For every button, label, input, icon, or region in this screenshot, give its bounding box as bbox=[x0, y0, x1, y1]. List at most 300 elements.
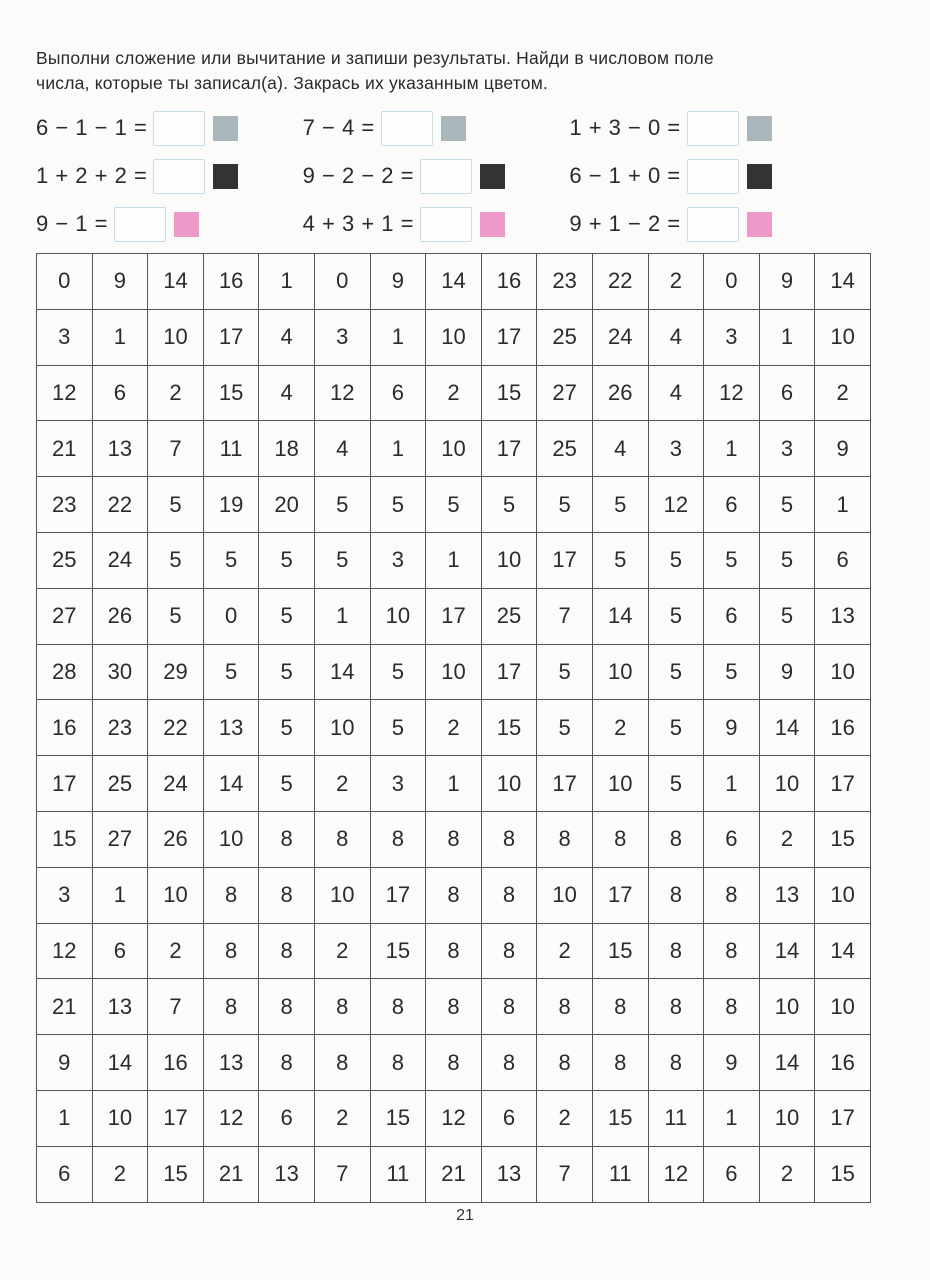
grid-cell[interactable]: 5 bbox=[704, 644, 760, 700]
grid-cell[interactable]: 18 bbox=[259, 421, 315, 477]
answer-box[interactable] bbox=[114, 207, 166, 242]
expression-text: 1 + 3 − 0 = bbox=[569, 115, 681, 140]
grid-cell[interactable]: 21 bbox=[426, 1146, 482, 1202]
grid-cell[interactable]: 17 bbox=[203, 309, 259, 365]
expression-text: 7 − 4 = bbox=[302, 115, 375, 140]
grid-cell[interactable]: 1 bbox=[704, 756, 760, 812]
color-swatch-black bbox=[480, 164, 505, 189]
grid-cell[interactable]: 3 bbox=[759, 421, 815, 477]
grid-cell[interactable]: 5 bbox=[259, 756, 315, 812]
grid-cell[interactable]: 21 bbox=[37, 979, 93, 1035]
grid-cell[interactable]: 20 bbox=[259, 477, 315, 533]
grid-cell[interactable]: 6 bbox=[759, 365, 815, 421]
grid-cell[interactable]: 27 bbox=[537, 365, 593, 421]
grid-cell[interactable]: 2 bbox=[426, 365, 482, 421]
grid-cell[interactable]: 10 bbox=[815, 979, 871, 1035]
grid-cell[interactable]: 5 bbox=[370, 700, 426, 756]
grid-cell[interactable]: 25 bbox=[537, 309, 593, 365]
grid-row bbox=[37, 979, 871, 1035]
grid-cell[interactable]: 27 bbox=[37, 588, 93, 644]
grid-row bbox=[37, 309, 871, 365]
grid-cell[interactable]: 5 bbox=[759, 532, 815, 588]
grid-cell[interactable]: 23 bbox=[37, 477, 93, 533]
grid-cell[interactable]: 9 bbox=[704, 1035, 760, 1091]
grid-cell[interactable]: 5 bbox=[203, 644, 259, 700]
grid-cell[interactable]: 5 bbox=[203, 532, 259, 588]
grid-cell[interactable]: 8 bbox=[648, 1035, 704, 1091]
grid-cell[interactable]: 10 bbox=[314, 700, 370, 756]
grid-cell[interactable]: 5 bbox=[648, 700, 704, 756]
grid-cell[interactable]: 8 bbox=[370, 979, 426, 1035]
grid-cell[interactable]: 15 bbox=[592, 923, 648, 979]
grid-cell[interactable]: 1 bbox=[704, 421, 760, 477]
grid-cell[interactable]: 24 bbox=[592, 309, 648, 365]
grid-cell[interactable]: 8 bbox=[203, 867, 259, 923]
grid-cell[interactable]: 23 bbox=[92, 700, 148, 756]
color-swatch-gray bbox=[213, 116, 238, 141]
grid-cell[interactable]: 10 bbox=[592, 644, 648, 700]
grid-cell[interactable]: 6 bbox=[370, 365, 426, 421]
grid-cell[interactable]: 10 bbox=[815, 309, 871, 365]
grid-cell[interactable]: 17 bbox=[815, 1090, 871, 1146]
expression-item bbox=[36, 207, 303, 242]
grid-cell[interactable]: 19 bbox=[203, 477, 259, 533]
grid-cell[interactable]: 1 bbox=[704, 1090, 760, 1146]
grid-cell[interactable]: 5 bbox=[259, 588, 315, 644]
grid-cell[interactable]: 5 bbox=[148, 588, 204, 644]
grid-cell[interactable]: 10 bbox=[92, 1090, 148, 1146]
answer-box[interactable] bbox=[687, 111, 739, 146]
grid-cell[interactable]: 8 bbox=[259, 811, 315, 867]
grid-cell[interactable]: 13 bbox=[259, 1146, 315, 1202]
grid-cell[interactable]: 5 bbox=[370, 644, 426, 700]
grid-cell[interactable]: 6 bbox=[37, 1146, 93, 1202]
page-number: 21 bbox=[456, 1207, 474, 1224]
grid-row bbox=[37, 532, 871, 588]
grid-cell[interactable]: 5 bbox=[537, 477, 593, 533]
grid-cell[interactable]: 5 bbox=[259, 532, 315, 588]
grid-cell[interactable]: 17 bbox=[426, 588, 482, 644]
grid-cell[interactable]: 5 bbox=[314, 477, 370, 533]
grid-cell[interactable]: 3 bbox=[704, 309, 760, 365]
grid-cell[interactable]: 10 bbox=[481, 532, 537, 588]
grid-cell[interactable]: 6 bbox=[92, 923, 148, 979]
grid-cell[interactable]: 4 bbox=[648, 365, 704, 421]
grid-cell[interactable]: 5 bbox=[648, 756, 704, 812]
grid-cell[interactable]: 6 bbox=[704, 477, 760, 533]
grid-cell[interactable]: 12 bbox=[426, 1090, 482, 1146]
answer-box[interactable] bbox=[153, 111, 205, 146]
grid-cell[interactable]: 14 bbox=[148, 254, 204, 310]
grid-cell[interactable]: 7 bbox=[537, 1146, 593, 1202]
grid-cell[interactable]: 11 bbox=[648, 1090, 704, 1146]
grid-cell[interactable]: 1 bbox=[92, 309, 148, 365]
grid-row bbox=[37, 756, 871, 812]
grid-cell[interactable]: 6 bbox=[704, 811, 760, 867]
grid-cell[interactable]: 10 bbox=[426, 644, 482, 700]
grid-cell[interactable]: 2 bbox=[592, 700, 648, 756]
grid-cell[interactable]: 13 bbox=[92, 979, 148, 1035]
grid-cell[interactable]: 21 bbox=[37, 421, 93, 477]
grid-cell[interactable]: 12 bbox=[37, 923, 93, 979]
grid-cell[interactable]: 8 bbox=[203, 979, 259, 1035]
grid-cell[interactable]: 6 bbox=[92, 365, 148, 421]
grid-cell[interactable]: 14 bbox=[759, 1035, 815, 1091]
grid-cell[interactable]: 5 bbox=[704, 532, 760, 588]
answer-box[interactable] bbox=[687, 159, 739, 194]
grid-cell[interactable]: 22 bbox=[92, 477, 148, 533]
grid-cell[interactable]: 10 bbox=[370, 588, 426, 644]
grid-cell[interactable]: 1 bbox=[92, 867, 148, 923]
grid-cell[interactable]: 14 bbox=[815, 254, 871, 310]
grid-cell[interactable]: 12 bbox=[203, 1090, 259, 1146]
grid-cell[interactable]: 1 bbox=[370, 421, 426, 477]
grid-cell[interactable]: 2 bbox=[815, 365, 871, 421]
grid-cell[interactable]: 17 bbox=[481, 644, 537, 700]
color-swatch-black bbox=[747, 164, 772, 189]
grid-cell[interactable]: 13 bbox=[815, 588, 871, 644]
grid-cell[interactable]: 14 bbox=[92, 1035, 148, 1091]
grid-cell[interactable]: 13 bbox=[481, 1146, 537, 1202]
grid-cell[interactable]: 29 bbox=[148, 644, 204, 700]
grid-cell[interactable]: 13 bbox=[203, 700, 259, 756]
grid-cell[interactable]: 15 bbox=[481, 365, 537, 421]
grid-cell[interactable]: 27 bbox=[92, 811, 148, 867]
grid-cell[interactable]: 3 bbox=[648, 421, 704, 477]
grid-cell[interactable]: 13 bbox=[92, 421, 148, 477]
grid-cell[interactable]: 8 bbox=[648, 811, 704, 867]
grid-cell[interactable]: 8 bbox=[648, 867, 704, 923]
grid-cell[interactable]: 10 bbox=[759, 756, 815, 812]
grid-cell[interactable]: 9 bbox=[759, 644, 815, 700]
grid-cell[interactable]: 8 bbox=[704, 923, 760, 979]
grid-cell[interactable]: 14 bbox=[759, 700, 815, 756]
grid-cell[interactable]: 17 bbox=[537, 532, 593, 588]
grid-row bbox=[37, 644, 871, 700]
grid-row bbox=[37, 1090, 871, 1146]
grid-cell[interactable]: 3 bbox=[370, 756, 426, 812]
expression-item bbox=[569, 159, 836, 194]
grid-cell[interactable]: 2 bbox=[148, 923, 204, 979]
grid-cell[interactable]: 14 bbox=[314, 644, 370, 700]
grid-cell[interactable]: 15 bbox=[592, 1090, 648, 1146]
grid-cell[interactable]: 12 bbox=[704, 365, 760, 421]
answer-box[interactable] bbox=[420, 159, 472, 194]
grid-cell[interactable]: 5 bbox=[259, 644, 315, 700]
grid-row bbox=[37, 365, 871, 421]
grid-cell[interactable]: 1 bbox=[815, 477, 871, 533]
expression-row-1 bbox=[36, 104, 836, 152]
grid-cell[interactable]: 25 bbox=[37, 532, 93, 588]
answer-box[interactable] bbox=[687, 207, 739, 242]
grid-cell[interactable]: 2 bbox=[426, 700, 482, 756]
grid-cell[interactable]: 5 bbox=[648, 532, 704, 588]
grid-cell[interactable]: 5 bbox=[759, 588, 815, 644]
grid-cell[interactable]: 8 bbox=[537, 811, 593, 867]
grid-cell[interactable]: 2 bbox=[537, 923, 593, 979]
grid-cell[interactable]: 16 bbox=[815, 700, 871, 756]
grid-cell[interactable]: 6 bbox=[704, 588, 760, 644]
grid-cell[interactable]: 0 bbox=[704, 254, 760, 310]
grid-cell[interactable]: 8 bbox=[704, 979, 760, 1035]
expression-item bbox=[303, 111, 570, 146]
grid-cell[interactable]: 8 bbox=[314, 979, 370, 1035]
grid-cell[interactable]: 10 bbox=[815, 644, 871, 700]
answer-box[interactable] bbox=[381, 111, 433, 146]
grid-cell[interactable]: 7 bbox=[537, 588, 593, 644]
grid-cell[interactable]: 28 bbox=[37, 644, 93, 700]
grid-cell[interactable]: 4 bbox=[648, 309, 704, 365]
grid-cell[interactable]: 2 bbox=[314, 756, 370, 812]
expression-item bbox=[303, 207, 570, 242]
grid-cell[interactable]: 6 bbox=[481, 1090, 537, 1146]
grid-cell[interactable]: 15 bbox=[815, 1146, 871, 1202]
grid-cell[interactable]: 22 bbox=[148, 700, 204, 756]
grid-cell[interactable]: 10 bbox=[815, 867, 871, 923]
grid-cell[interactable]: 24 bbox=[148, 756, 204, 812]
grid-cell[interactable]: 7 bbox=[148, 421, 204, 477]
instructions-line-1: Выполни сложение или вычитание и запиши результаты. Найди в числовом поле bbox=[36, 48, 714, 68]
grid-cell[interactable]: 17 bbox=[815, 756, 871, 812]
grid-cell[interactable]: 6 bbox=[815, 532, 871, 588]
color-swatch-black bbox=[213, 164, 238, 189]
grid-cell[interactable]: 3 bbox=[37, 309, 93, 365]
grid-cell[interactable]: 7 bbox=[314, 1146, 370, 1202]
grid-cell[interactable]: 8 bbox=[259, 979, 315, 1035]
grid-cell[interactable]: 24 bbox=[92, 532, 148, 588]
grid-cell[interactable]: 15 bbox=[370, 1090, 426, 1146]
grid-cell[interactable]: 6 bbox=[704, 1146, 760, 1202]
grid-cell[interactable]: 25 bbox=[481, 588, 537, 644]
expression-text: 6 − 1 − 1 = bbox=[36, 115, 148, 140]
grid-cell[interactable]: 16 bbox=[815, 1035, 871, 1091]
grid-cell[interactable]: 16 bbox=[37, 700, 93, 756]
grid-cell[interactable]: 5 bbox=[592, 477, 648, 533]
grid-cell[interactable]: 8 bbox=[259, 867, 315, 923]
grid-cell[interactable]: 5 bbox=[537, 700, 593, 756]
expression-text: 1 + 2 + 2 = bbox=[36, 163, 148, 188]
grid-cell[interactable]: 8 bbox=[481, 1035, 537, 1091]
grid-cell[interactable]: 5 bbox=[314, 532, 370, 588]
grid-cell[interactable]: 17 bbox=[481, 309, 537, 365]
grid-cell[interactable]: 13 bbox=[759, 867, 815, 923]
grid-cell[interactable]: 5 bbox=[648, 644, 704, 700]
grid-cell[interactable]: 9 bbox=[37, 1035, 93, 1091]
grid-cell[interactable]: 8 bbox=[592, 811, 648, 867]
grid-cell[interactable]: 14 bbox=[815, 923, 871, 979]
grid-row bbox=[37, 1035, 871, 1091]
grid-cell[interactable]: 2 bbox=[148, 365, 204, 421]
grid-cell[interactable]: 21 bbox=[203, 1146, 259, 1202]
grid-cell[interactable]: 1 bbox=[426, 756, 482, 812]
grid-cell[interactable]: 16 bbox=[148, 1035, 204, 1091]
grid-cell[interactable]: 7 bbox=[148, 979, 204, 1035]
grid-cell[interactable]: 17 bbox=[370, 867, 426, 923]
grid-cell[interactable]: 25 bbox=[92, 756, 148, 812]
grid-cell[interactable]: 15 bbox=[815, 811, 871, 867]
grid-cell[interactable]: 0 bbox=[203, 588, 259, 644]
grid-cell[interactable]: 8 bbox=[259, 1035, 315, 1091]
grid-cell[interactable]: 8 bbox=[203, 923, 259, 979]
grid-cell[interactable]: 10 bbox=[203, 811, 259, 867]
grid-cell[interactable]: 8 bbox=[592, 1035, 648, 1091]
answer-box[interactable] bbox=[153, 159, 205, 194]
grid-cell[interactable]: 4 bbox=[592, 421, 648, 477]
grid-cell[interactable]: 2 bbox=[537, 1090, 593, 1146]
grid-cell[interactable]: 9 bbox=[759, 254, 815, 310]
grid-cell[interactable]: 8 bbox=[481, 979, 537, 1035]
grid-cell[interactable]: 1 bbox=[37, 1090, 93, 1146]
grid-cell[interactable]: 17 bbox=[537, 756, 593, 812]
grid-cell[interactable]: 10 bbox=[481, 756, 537, 812]
grid-cell[interactable]: 9 bbox=[815, 421, 871, 477]
grid-cell[interactable]: 8 bbox=[481, 867, 537, 923]
grid-row bbox=[37, 254, 871, 310]
grid-cell[interactable]: 4 bbox=[259, 365, 315, 421]
grid-cell[interactable]: 8 bbox=[426, 811, 482, 867]
grid-cell[interactable]: 16 bbox=[481, 254, 537, 310]
grid-cell[interactable]: 8 bbox=[648, 979, 704, 1035]
grid-cell[interactable]: 14 bbox=[426, 254, 482, 310]
grid-cell[interactable]: 1 bbox=[759, 309, 815, 365]
expression-text: 9 − 2 − 2 = bbox=[302, 163, 414, 188]
grid-cell[interactable]: 8 bbox=[592, 979, 648, 1035]
grid-cell[interactable]: 9 bbox=[370, 254, 426, 310]
grid-cell[interactable]: 5 bbox=[759, 477, 815, 533]
grid-cell[interactable]: 11 bbox=[370, 1146, 426, 1202]
grid-cell[interactable]: 5 bbox=[537, 644, 593, 700]
grid-cell[interactable]: 3 bbox=[314, 309, 370, 365]
grid-cell[interactable]: 15 bbox=[203, 365, 259, 421]
expression-text: 6 − 1 + 0 = bbox=[569, 163, 681, 188]
grid-cell[interactable]: 15 bbox=[370, 923, 426, 979]
grid-cell[interactable]: 2 bbox=[648, 254, 704, 310]
grid-cell[interactable]: 30 bbox=[92, 644, 148, 700]
grid-cell[interactable]: 2 bbox=[314, 1090, 370, 1146]
grid-cell[interactable]: 5 bbox=[259, 700, 315, 756]
grid-cell[interactable]: 12 bbox=[37, 365, 93, 421]
grid-cell[interactable]: 10 bbox=[537, 867, 593, 923]
grid-row bbox=[37, 588, 871, 644]
grid-cell[interactable]: 4 bbox=[259, 309, 315, 365]
expression-item bbox=[569, 111, 836, 146]
grid-cell[interactable]: 5 bbox=[148, 532, 204, 588]
grid-cell[interactable]: 8 bbox=[426, 867, 482, 923]
grid-cell[interactable]: 5 bbox=[370, 477, 426, 533]
grid-cell[interactable]: 5 bbox=[148, 477, 204, 533]
grid-cell[interactable]: 1 bbox=[370, 309, 426, 365]
grid-cell[interactable]: 9 bbox=[704, 700, 760, 756]
grid-cell[interactable]: 17 bbox=[148, 1090, 204, 1146]
grid-cell[interactable]: 1 bbox=[259, 254, 315, 310]
grid-cell[interactable]: 8 bbox=[426, 923, 482, 979]
grid-cell[interactable]: 14 bbox=[203, 756, 259, 812]
grid-cell[interactable]: 5 bbox=[648, 588, 704, 644]
grid-cell[interactable]: 6 bbox=[259, 1090, 315, 1146]
grid-cell[interactable]: 8 bbox=[537, 1035, 593, 1091]
grid-cell[interactable]: 8 bbox=[370, 811, 426, 867]
grid-cell[interactable]: 8 bbox=[426, 1035, 482, 1091]
expression-row-2 bbox=[36, 152, 836, 200]
expressions-block bbox=[36, 104, 836, 248]
grid-cell[interactable]: 10 bbox=[592, 756, 648, 812]
grid-cell[interactable]: 5 bbox=[592, 532, 648, 588]
grid-cell[interactable]: 10 bbox=[759, 1090, 815, 1146]
grid-cell[interactable]: 10 bbox=[314, 867, 370, 923]
grid-cell[interactable]: 8 bbox=[370, 1035, 426, 1091]
grid-cell[interactable]: 10 bbox=[426, 421, 482, 477]
grid-cell[interactable]: 17 bbox=[37, 756, 93, 812]
grid-cell[interactable]: 8 bbox=[314, 1035, 370, 1091]
grid-cell[interactable]: 1 bbox=[314, 588, 370, 644]
color-swatch-gray bbox=[441, 116, 466, 141]
grid-cell[interactable]: 5 bbox=[426, 477, 482, 533]
grid-cell[interactable]: 12 bbox=[648, 477, 704, 533]
grid-cell[interactable]: 15 bbox=[481, 700, 537, 756]
grid-cell[interactable]: 17 bbox=[592, 867, 648, 923]
grid-cell[interactable]: 1 bbox=[426, 532, 482, 588]
grid-cell[interactable]: 2 bbox=[759, 811, 815, 867]
grid-cell[interactable]: 8 bbox=[314, 811, 370, 867]
grid-cell[interactable]: 8 bbox=[481, 811, 537, 867]
grid-cell[interactable]: 10 bbox=[148, 309, 204, 365]
grid-cell[interactable]: 15 bbox=[37, 811, 93, 867]
grid-cell[interactable]: 2 bbox=[314, 923, 370, 979]
grid-cell[interactable]: 2 bbox=[759, 1146, 815, 1202]
grid-cell[interactable]: 3 bbox=[370, 532, 426, 588]
grid-cell[interactable]: 10 bbox=[148, 867, 204, 923]
grid-cell[interactable]: 26 bbox=[148, 811, 204, 867]
grid-cell[interactable]: 12 bbox=[314, 365, 370, 421]
grid-cell[interactable]: 13 bbox=[203, 1035, 259, 1091]
expression-item bbox=[36, 159, 303, 194]
grid-cell[interactable]: 17 bbox=[481, 421, 537, 477]
expression-item bbox=[569, 207, 836, 242]
answer-box[interactable] bbox=[420, 207, 472, 242]
grid-cell[interactable]: 2 bbox=[92, 1146, 148, 1202]
grid-cell[interactable]: 12 bbox=[648, 1146, 704, 1202]
grid-cell[interactable]: 3 bbox=[37, 867, 93, 923]
grid-cell[interactable]: 8 bbox=[426, 979, 482, 1035]
grid-cell[interactable]: 0 bbox=[37, 254, 93, 310]
grid-cell[interactable]: 15 bbox=[148, 1146, 204, 1202]
grid-cell[interactable]: 5 bbox=[481, 477, 537, 533]
grid-cell[interactable]: 14 bbox=[759, 923, 815, 979]
number-grid bbox=[36, 253, 871, 1203]
grid-cell[interactable]: 14 bbox=[592, 588, 648, 644]
grid-cell[interactable]: 22 bbox=[592, 254, 648, 310]
grid-cell[interactable]: 26 bbox=[92, 588, 148, 644]
grid-cell[interactable]: 23 bbox=[537, 254, 593, 310]
grid-cell[interactable]: 10 bbox=[426, 309, 482, 365]
grid-cell[interactable]: 8 bbox=[704, 867, 760, 923]
expression-text: 4 + 3 + 1 = bbox=[302, 211, 414, 236]
grid-cell[interactable]: 8 bbox=[648, 923, 704, 979]
grid-cell[interactable]: 10 bbox=[759, 979, 815, 1035]
grid-cell[interactable]: 26 bbox=[592, 365, 648, 421]
grid-cell[interactable]: 8 bbox=[537, 979, 593, 1035]
grid-cell[interactable]: 11 bbox=[203, 421, 259, 477]
grid-cell[interactable]: 11 bbox=[592, 1146, 648, 1202]
grid-cell[interactable]: 8 bbox=[481, 923, 537, 979]
grid-cell[interactable]: 16 bbox=[203, 254, 259, 310]
grid-cell[interactable]: 0 bbox=[314, 254, 370, 310]
grid-cell[interactable]: 8 bbox=[259, 923, 315, 979]
grid-cell[interactable]: 9 bbox=[92, 254, 148, 310]
grid-cell[interactable]: 4 bbox=[314, 421, 370, 477]
expression-item bbox=[303, 159, 570, 194]
grid-cell[interactable]: 25 bbox=[537, 421, 593, 477]
